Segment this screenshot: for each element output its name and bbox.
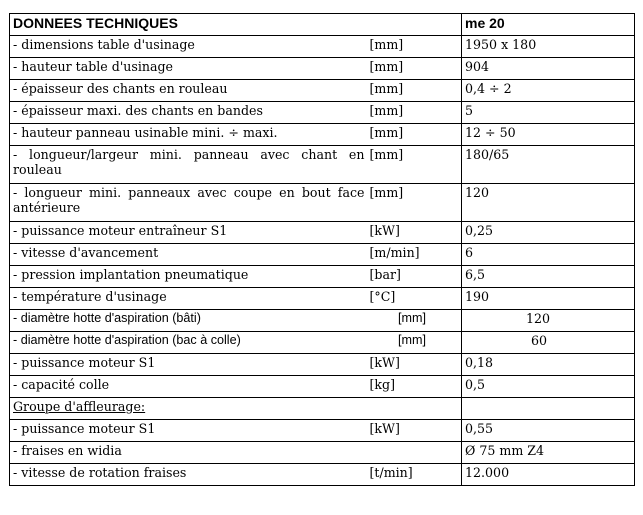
table-row [10, 288, 635, 310]
spec-unit: [mm] [368, 36, 462, 58]
section-heading: Groupe d'affleurage: [13, 399, 146, 414]
table-row [10, 442, 635, 464]
spec-value: 120 [525, 311, 551, 326]
spec-label: - longueur mini. panneaux avec coupe en bout face antérieure [10, 184, 368, 222]
spec-value: 6,5 [462, 266, 635, 288]
spec-value: 12 ÷ 50 [462, 124, 635, 146]
spec-label: - vitesse de rotation fraises [10, 464, 368, 486]
spec-unit: [kW] [368, 354, 462, 376]
spec-unit: [mm] [368, 102, 462, 124]
spec-unit: [mm] [368, 58, 462, 80]
table-row [10, 420, 635, 442]
table-row [10, 184, 635, 222]
table-row [10, 146, 635, 184]
spec-label: - puissance moteur S1 [10, 354, 368, 376]
spec-label: - diamètre hotte d'aspiration (bâti) [13, 311, 201, 325]
spec-unit: [bar] [368, 266, 462, 288]
table-row [10, 222, 635, 244]
spec-label-cell [10, 332, 462, 354]
spec-label: - température d'usinage [10, 288, 368, 310]
spec-value: 190 [462, 288, 635, 310]
table-row [10, 58, 635, 80]
table-row [10, 244, 635, 266]
spec-value: 180/65 [462, 146, 635, 184]
technical-data-table [9, 13, 635, 486]
table-row [10, 266, 635, 288]
table-row [10, 124, 635, 146]
table-row [10, 354, 635, 376]
header-row [10, 14, 635, 36]
spec-label: - épaisseur maxi. des chants en bandes [10, 102, 368, 124]
spec-unit: [mm] [398, 311, 426, 325]
spec-value: 0,5 [462, 376, 635, 398]
spec-unit: [mm] [368, 80, 462, 102]
spec-label: - hauteur panneau usinable mini. ÷ maxi. [10, 124, 368, 146]
spec-label: - hauteur table d'usinage [10, 58, 368, 80]
spec-value: 5 [462, 102, 635, 124]
spec-unit: [°C] [368, 288, 462, 310]
spec-label: - diamètre hotte d'aspiration (bac à colle) [13, 333, 241, 347]
spec-value [462, 398, 635, 420]
table-row [10, 332, 635, 354]
spec-unit: [mm] [368, 146, 462, 184]
section-row [10, 398, 635, 420]
spec-value-cell [462, 332, 635, 354]
table-title: DONNEES TECHNIQUES [10, 14, 462, 36]
spec-unit: [mm] [398, 333, 426, 347]
spec-unit: [kW] [368, 420, 462, 442]
table-row [10, 102, 635, 124]
table-row [10, 36, 635, 58]
section-heading-cell [10, 398, 462, 420]
spec-unit: [t/min] [368, 464, 462, 486]
spec-label: - longueur/largeur mini. panneau avec chant en rouleau [10, 146, 368, 184]
spec-value: 0,25 [462, 222, 635, 244]
spec-value-cell [462, 310, 635, 332]
table-row [10, 464, 635, 486]
spec-value: 904 [462, 58, 635, 80]
spec-label: - pression implantation pneumatique [10, 266, 368, 288]
spec-unit: [m/min] [368, 244, 462, 266]
spec-label-cell [10, 310, 462, 332]
spec-unit: [mm] [368, 184, 462, 222]
spec-value: 0,55 [462, 420, 635, 442]
spec-value: 12.000 [462, 464, 635, 486]
model-name: me 20 [462, 14, 635, 36]
spec-label: - dimensions table d'usinage [10, 36, 368, 58]
table-row [10, 376, 635, 398]
spec-value: Ø 75 mm Z4 [462, 442, 635, 464]
spec-unit [368, 442, 462, 464]
spec-value: 120 [462, 184, 635, 222]
spec-label: - puissance moteur S1 [10, 420, 368, 442]
spec-value: 0,4 ÷ 2 [462, 80, 635, 102]
spec-unit: [kg] [368, 376, 462, 398]
spec-unit: [kW] [368, 222, 462, 244]
spec-label: - puissance moteur entraîneur S1 [10, 222, 368, 244]
spec-unit: [mm] [368, 124, 462, 146]
spec-value: 6 [462, 244, 635, 266]
spec-label: - capacité colle [10, 376, 368, 398]
spec-label: - fraises en widia [10, 442, 368, 464]
spec-value: 60 [530, 333, 548, 348]
spec-label: - vitesse d'avancement [10, 244, 368, 266]
spec-value: 0,18 [462, 354, 635, 376]
table-row [10, 80, 635, 102]
spec-label: - épaisseur des chants en rouleau [10, 80, 368, 102]
table-row [10, 310, 635, 332]
spec-value: 1950 x 180 [462, 36, 635, 58]
